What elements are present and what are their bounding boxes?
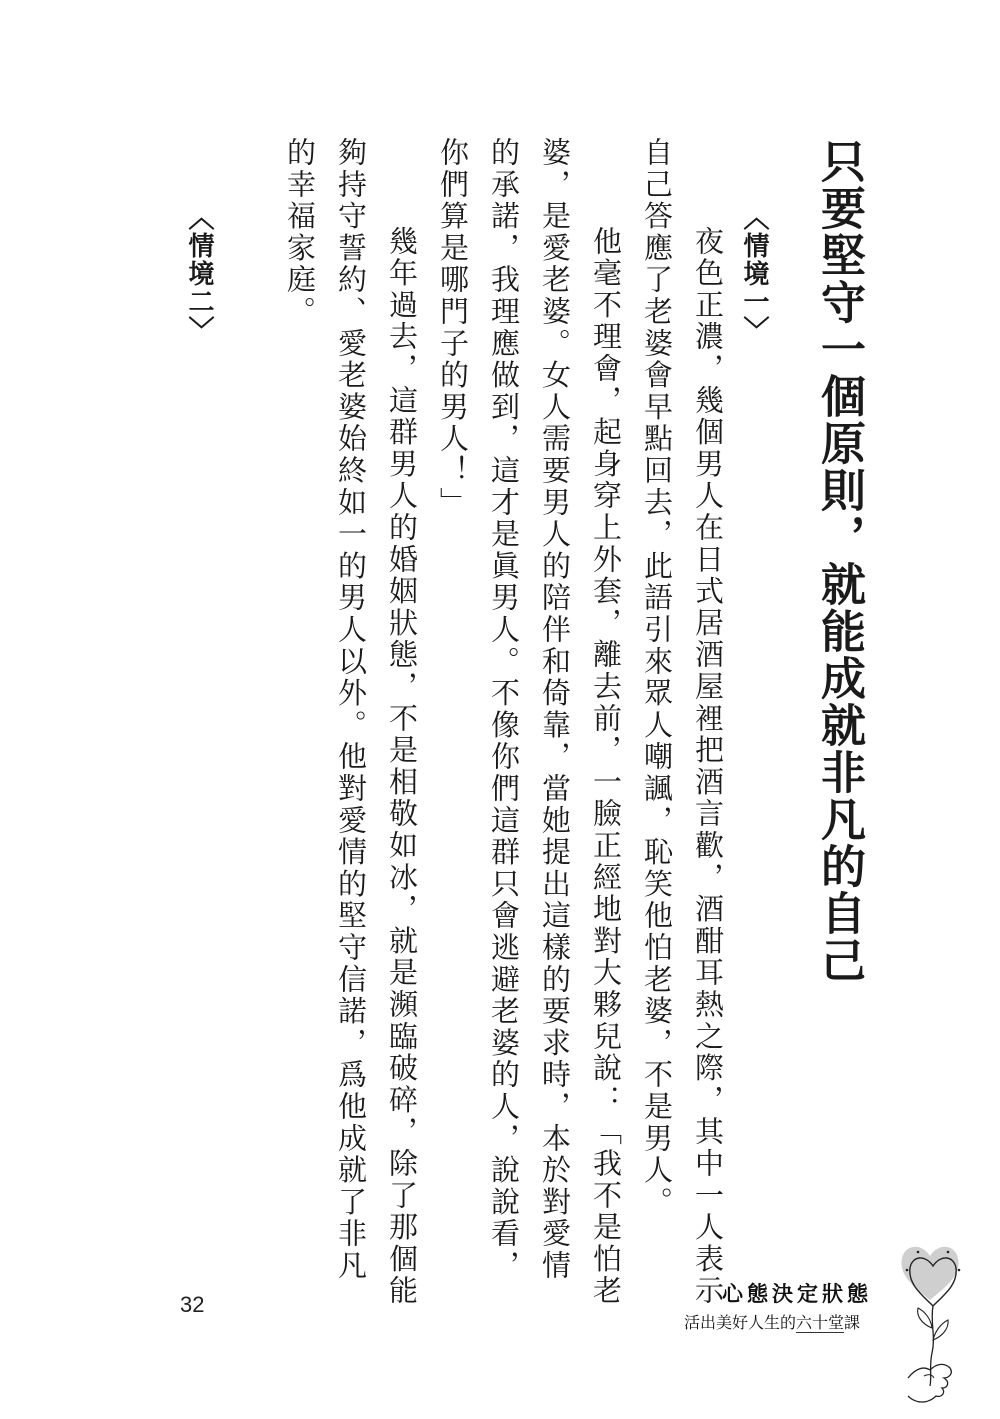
book-subtitle — [684, 1310, 860, 1333]
heart-flower-hand-illustration-icon — [888, 1228, 978, 1408]
body-column: 自己答應了老婆會早點回去，此語引來眾人嘲諷，恥笑他怕老婆，不是男人。 — [640, 137, 674, 1219]
scenario-1-heading: 〈情境一〉 — [739, 204, 769, 344]
subtitle-highlight: 六十堂 — [795, 1313, 844, 1332]
body-column: 婆，是愛老婆。女人需要男人的陪伴和倚靠，當她提出這樣的要求時，本於對愛情 — [538, 137, 572, 1282]
body-column: 你們算是哪門子的男人！」 — [436, 137, 470, 519]
book-title: 心態決定狀態 — [722, 1282, 872, 1306]
chapter-title: 只要堅守一個原則，就能成就非凡的自己 — [813, 138, 866, 984]
body-column: 的幸福家庭。 — [283, 137, 317, 328]
body-column: 他毫不理會，起身穿上外套，離去前，一臉正經地對大夥兒說：「我不是怕老 — [589, 194, 623, 1307]
body-column: 的承諾，我理應做到，這才是眞男人。不像你們這群只會逃避老婆的人，說說看， — [487, 137, 521, 1282]
subtitle-prefix: 活出美好人生的 — [683, 1313, 796, 1332]
body-column: 幾年過去，這群男人的婚姻狀態，不是相敬如冰，就是瀕臨破碎，除了那個能 — [385, 194, 419, 1307]
scenario-2-heading: 〈情境二〉 — [184, 204, 214, 344]
subtitle-suffix: 課 — [843, 1313, 860, 1332]
body-column: 夠持守誓約、愛老婆始終如一的男人以外。他對愛情的堅守信諾，爲他成就了非凡 — [334, 137, 368, 1282]
page-number: 32 — [180, 1292, 205, 1317]
body-column: 夜色正濃，幾個男人在日式居酒屋裡把酒言歡，酒酣耳熱之際，其中一人表示 — [691, 194, 725, 1307]
